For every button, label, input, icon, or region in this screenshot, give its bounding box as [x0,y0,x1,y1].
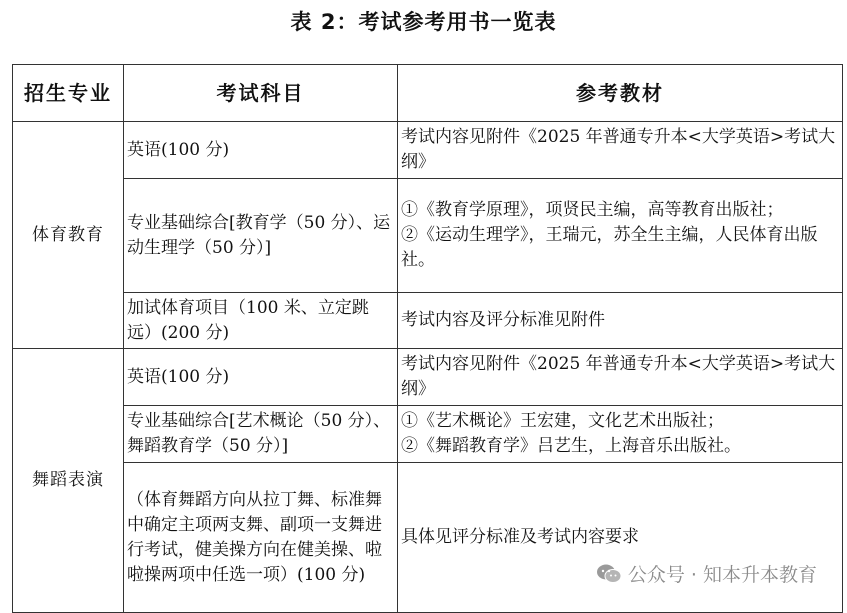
table-row [13,406,843,463]
material-line: ①《教育学原理》，项贤民主编，高等教育出版社； [401,200,784,220]
subject-cell: 加试体育项目（100 米、立定跳远）(200 分) [124,293,398,349]
subject-cell: （体育舞蹈方向从拉丁舞、标准舞中确定主项两支舞、副项一支舞进行考试，健美操方向在健美操、啦啦操两项中任选一项）(100 分) [124,463,398,613]
table-row [13,293,843,349]
reference-book-table [12,64,843,613]
material-cell: 考试内容见附件《2025 年普通专升本<大学英语>考试大纲》 [398,349,843,406]
header-material: 参考教材 [398,65,843,122]
material-line: ①《艺术概论》王宏建，文化艺术出版社； [401,411,724,431]
table-row [13,463,843,613]
subject-cell: 专业基础综合[教育学（50 分）、运动生理学（50 分）] [124,179,398,293]
table-header-row [13,65,843,122]
watermark-text: 公众号 · 知本升本教育 [627,564,817,586]
header-subject: 考试科目 [124,65,398,122]
watermark [592,558,821,589]
subject-cell: 专业基础综合[艺术概论（50 分）、舞蹈教育学（50 分）] [124,406,398,463]
material-cell: 考试内容及评分标准见附件 [398,293,843,349]
major-cell: 体育教育 [13,122,124,349]
subject-cell: 英语(100 分) [124,349,398,406]
material-cell: 具体见评分标准及考试内容要求 [398,463,843,613]
table-row [13,349,843,406]
material-cell [398,179,843,293]
header-major: 招生专业 [13,65,124,122]
wechat-icon [596,563,622,585]
subject-cell: 英语(100 分) [124,122,398,179]
table-caption: 表 2：考试参考用书一览表 [290,10,557,34]
table-row [13,179,843,293]
material-cell: 考试内容见附件《2025 年普通专升本<大学英语>考试大纲》 [398,122,843,179]
major-cell: 舞蹈表演 [13,349,124,613]
material-line: ②《舞蹈教育学》吕艺生，上海音乐出版社。 [401,436,741,456]
material-line: ②《运动生理学》，王瑞元，苏全生主编，人民体育出版社。 [401,225,818,270]
material-cell [398,406,843,463]
table-row [13,122,843,179]
